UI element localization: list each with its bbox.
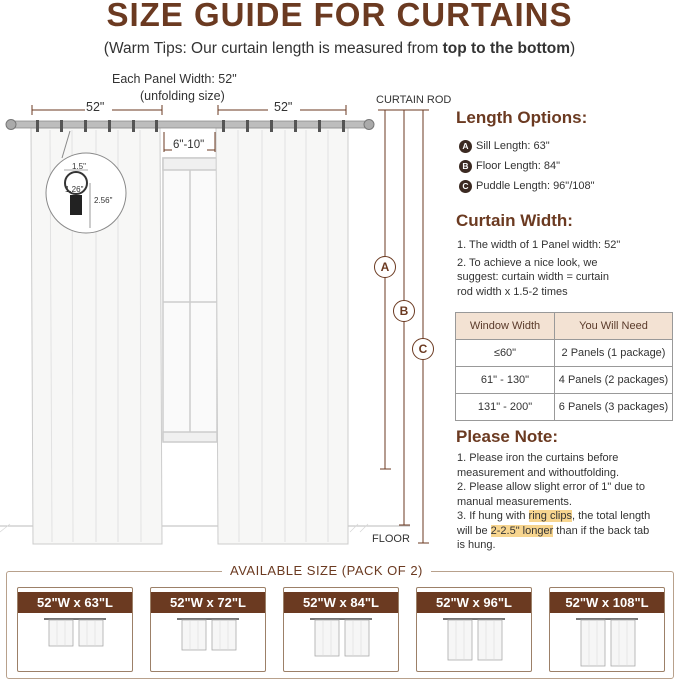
badge-b: B bbox=[459, 160, 472, 173]
available-size-heading: AVAILABLE SIZE (PACK OF 2) bbox=[222, 563, 431, 578]
window-width-table bbox=[455, 312, 673, 421]
badge-a: A bbox=[459, 140, 472, 153]
curtain-width-heading: Curtain Width: bbox=[456, 211, 573, 230]
marker-a: A bbox=[374, 256, 396, 278]
table-row: 131" - 200" 6 Panels (3 packages) bbox=[456, 394, 673, 421]
please-note-text: 1. Please iron the curtains before measurement and withoutfolding. 2. Please allow slight error of 1" due to manual measurements. 3. If hung with ring clips, the total length will be 2-2.5" longer than if the back tab is hung. bbox=[457, 452, 651, 551]
length-option-a: A Sill Length: 63" bbox=[459, 136, 595, 156]
size-card bbox=[416, 587, 532, 672]
size-card-label: 52"W x 84"L bbox=[284, 592, 398, 613]
curtain-width-text: 1. The width of 1 Panel width: 52" 2. To achieve a nice look, we suggest: curtain width = curtain rod width x 1.5-2 times bbox=[457, 239, 621, 298]
size-card-label: 52"W x 96"L bbox=[417, 592, 531, 613]
mini-curtain-icon bbox=[284, 613, 398, 669]
table-header-row: Window Width You Will Need bbox=[456, 313, 673, 340]
table-row: 61" - 130" 4 Panels (2 packages) bbox=[456, 367, 673, 394]
marker-b: B bbox=[393, 300, 415, 322]
mini-curtain-icon bbox=[18, 613, 132, 669]
length-option-c: C Puddle Length: 96"/108" bbox=[459, 176, 595, 196]
right-width-label: 52" bbox=[274, 100, 293, 114]
size-card bbox=[283, 587, 399, 672]
ring-dim-1: 1.5" bbox=[72, 162, 86, 171]
floor-label: FLOOR bbox=[372, 533, 410, 545]
mini-curtain-icon bbox=[550, 613, 664, 669]
size-card-label: 52"W x 72"L bbox=[151, 592, 265, 613]
length-options-list bbox=[459, 136, 595, 196]
page-title: SIZE GUIDE FOR CURTAINS bbox=[106, 0, 573, 33]
ring-dim-2: 1.26" bbox=[65, 185, 84, 194]
mini-curtain-icon bbox=[417, 613, 531, 669]
curtain-rod-label: CURTAIN ROD bbox=[376, 94, 452, 106]
marker-c: C bbox=[412, 338, 434, 360]
left-width-label: 52" bbox=[86, 100, 105, 114]
length-option-b: B Floor Length: 84" bbox=[459, 156, 595, 176]
size-card-label: 52"W x 63"L bbox=[18, 592, 132, 613]
gap-label: 6"-10" bbox=[173, 139, 205, 151]
length-options-heading: Length Options: bbox=[456, 108, 588, 127]
size-card-label: 52"W x 108"L bbox=[550, 592, 664, 613]
unfolding-label: (unfolding size) bbox=[140, 89, 225, 103]
table-row: ≤60" 2 Panels (1 package) bbox=[456, 340, 673, 367]
panel-width-label: Each Panel Width: 52" bbox=[112, 72, 237, 86]
ring-dim-3: 2.56" bbox=[94, 196, 113, 205]
badge-c: C bbox=[459, 180, 472, 193]
size-card bbox=[150, 587, 266, 672]
size-card bbox=[17, 587, 133, 672]
please-note-heading: Please Note: bbox=[456, 427, 559, 446]
subtitle: (Warm Tips: Our curtain length is measured from top to the bottom) bbox=[103, 40, 576, 57]
size-card bbox=[549, 587, 665, 672]
mini-curtain-icon bbox=[151, 613, 265, 669]
